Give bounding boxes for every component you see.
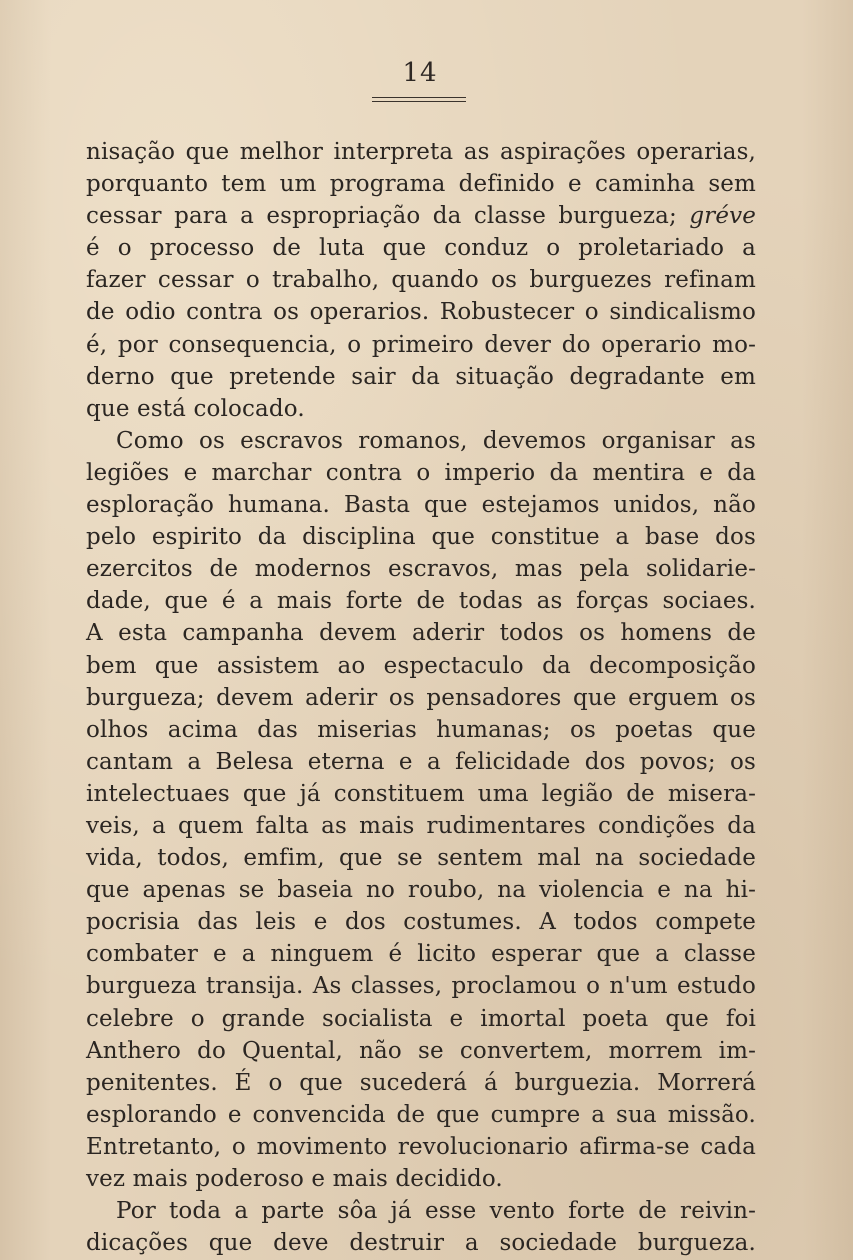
text-line: dade, que é a mais forte de todas as forças sociaes. [86, 588, 756, 615]
text-line: de odio contra os operarios. Robustecer o sindicalismo [86, 299, 756, 326]
text-line: burgueza; devem aderir os pensadores que erguem os [86, 684, 756, 711]
text-line: que apenas se baseia no roubo, na violencia e na hi- [86, 877, 756, 904]
text-line: dicações que deve destruir a sociedade burgueza. [86, 1230, 756, 1257]
body-text [86, 136, 756, 1259]
text-line: A esta campanha devem aderir todos os homens de [86, 620, 756, 647]
text-line: esploração humana. Basta que estejamos unidos, não [86, 492, 756, 519]
text-line: cessar para a espropriação da classe burgueza; gréve [86, 203, 756, 230]
text-line: é o processo de luta que conduz o proletariado a [86, 235, 756, 262]
text-line: derno que pretende sair da situação degradante em [86, 363, 756, 390]
text-line: vez mais poderoso e mais decidido. [86, 1166, 503, 1192]
text-line: penitentes. É o que sucederá á burguezia. Morrerá [86, 1069, 756, 1096]
text-line: ezercitos de modernos escravos, mas pela solidarie- [86, 556, 756, 583]
text-line: legiões e marchar contra o imperio da mentira e da [86, 459, 756, 486]
text-line: Por toda a parte sôa já esse vento forte de reivin- [116, 1198, 756, 1225]
text-line: Anthero do Quental, não se convertem, morrem im- [86, 1037, 756, 1064]
text-line: combater e a ninguem é licito esperar que a classe [86, 941, 756, 968]
page-number: 14 [402, 58, 438, 88]
text-line: veis, a quem falta as mais rudimentares condições da [86, 812, 756, 839]
text-line: fazer cessar o trabalho, quando os burguezes refinam [86, 267, 756, 294]
text-line: pocrisia das leis e dos costumes. A todos compete [86, 909, 756, 936]
text-line: cantam a Belesa eterna e a felicidade dos povos; os [86, 748, 756, 775]
text-line: Entretanto, o movimento revolucionario afirma-se cada [86, 1133, 756, 1160]
text-line: Como os escravos romanos, devemos organisar as [116, 427, 756, 454]
text-line: burgueza transija. As classes, proclamou o n'um estudo [86, 973, 756, 1000]
text-line: porquanto tem um programa definido e caminha sem [86, 171, 756, 198]
text-line: vida, todos, emfim, que se sentem mal na sociedade [86, 845, 756, 872]
text-line: intelectuaes que já constituem uma legião de misera- [86, 780, 756, 807]
text-line: olhos acima das miserias humanas; os poetas que [86, 716, 756, 743]
text-line: esplorando e convencida de que cumpre a sua missão. [86, 1101, 756, 1128]
text-line: bem que assistem ao espectaculo da decomposição [86, 652, 756, 679]
italic-word: gréve [689, 203, 756, 230]
text-line: que está colocado. [86, 395, 305, 422]
text-line: é, por consequencia, o primeiro dever do operario mo- [86, 331, 756, 358]
text-line: pelo espirito da disciplina que constitue a base dos [86, 524, 756, 551]
text-line: nisação que melhor interpreta as aspirações operarias, [86, 139, 756, 165]
header-rule [372, 97, 466, 102]
text-line: celebre o grande socialista e imortal poeta que foi [86, 1005, 756, 1032]
